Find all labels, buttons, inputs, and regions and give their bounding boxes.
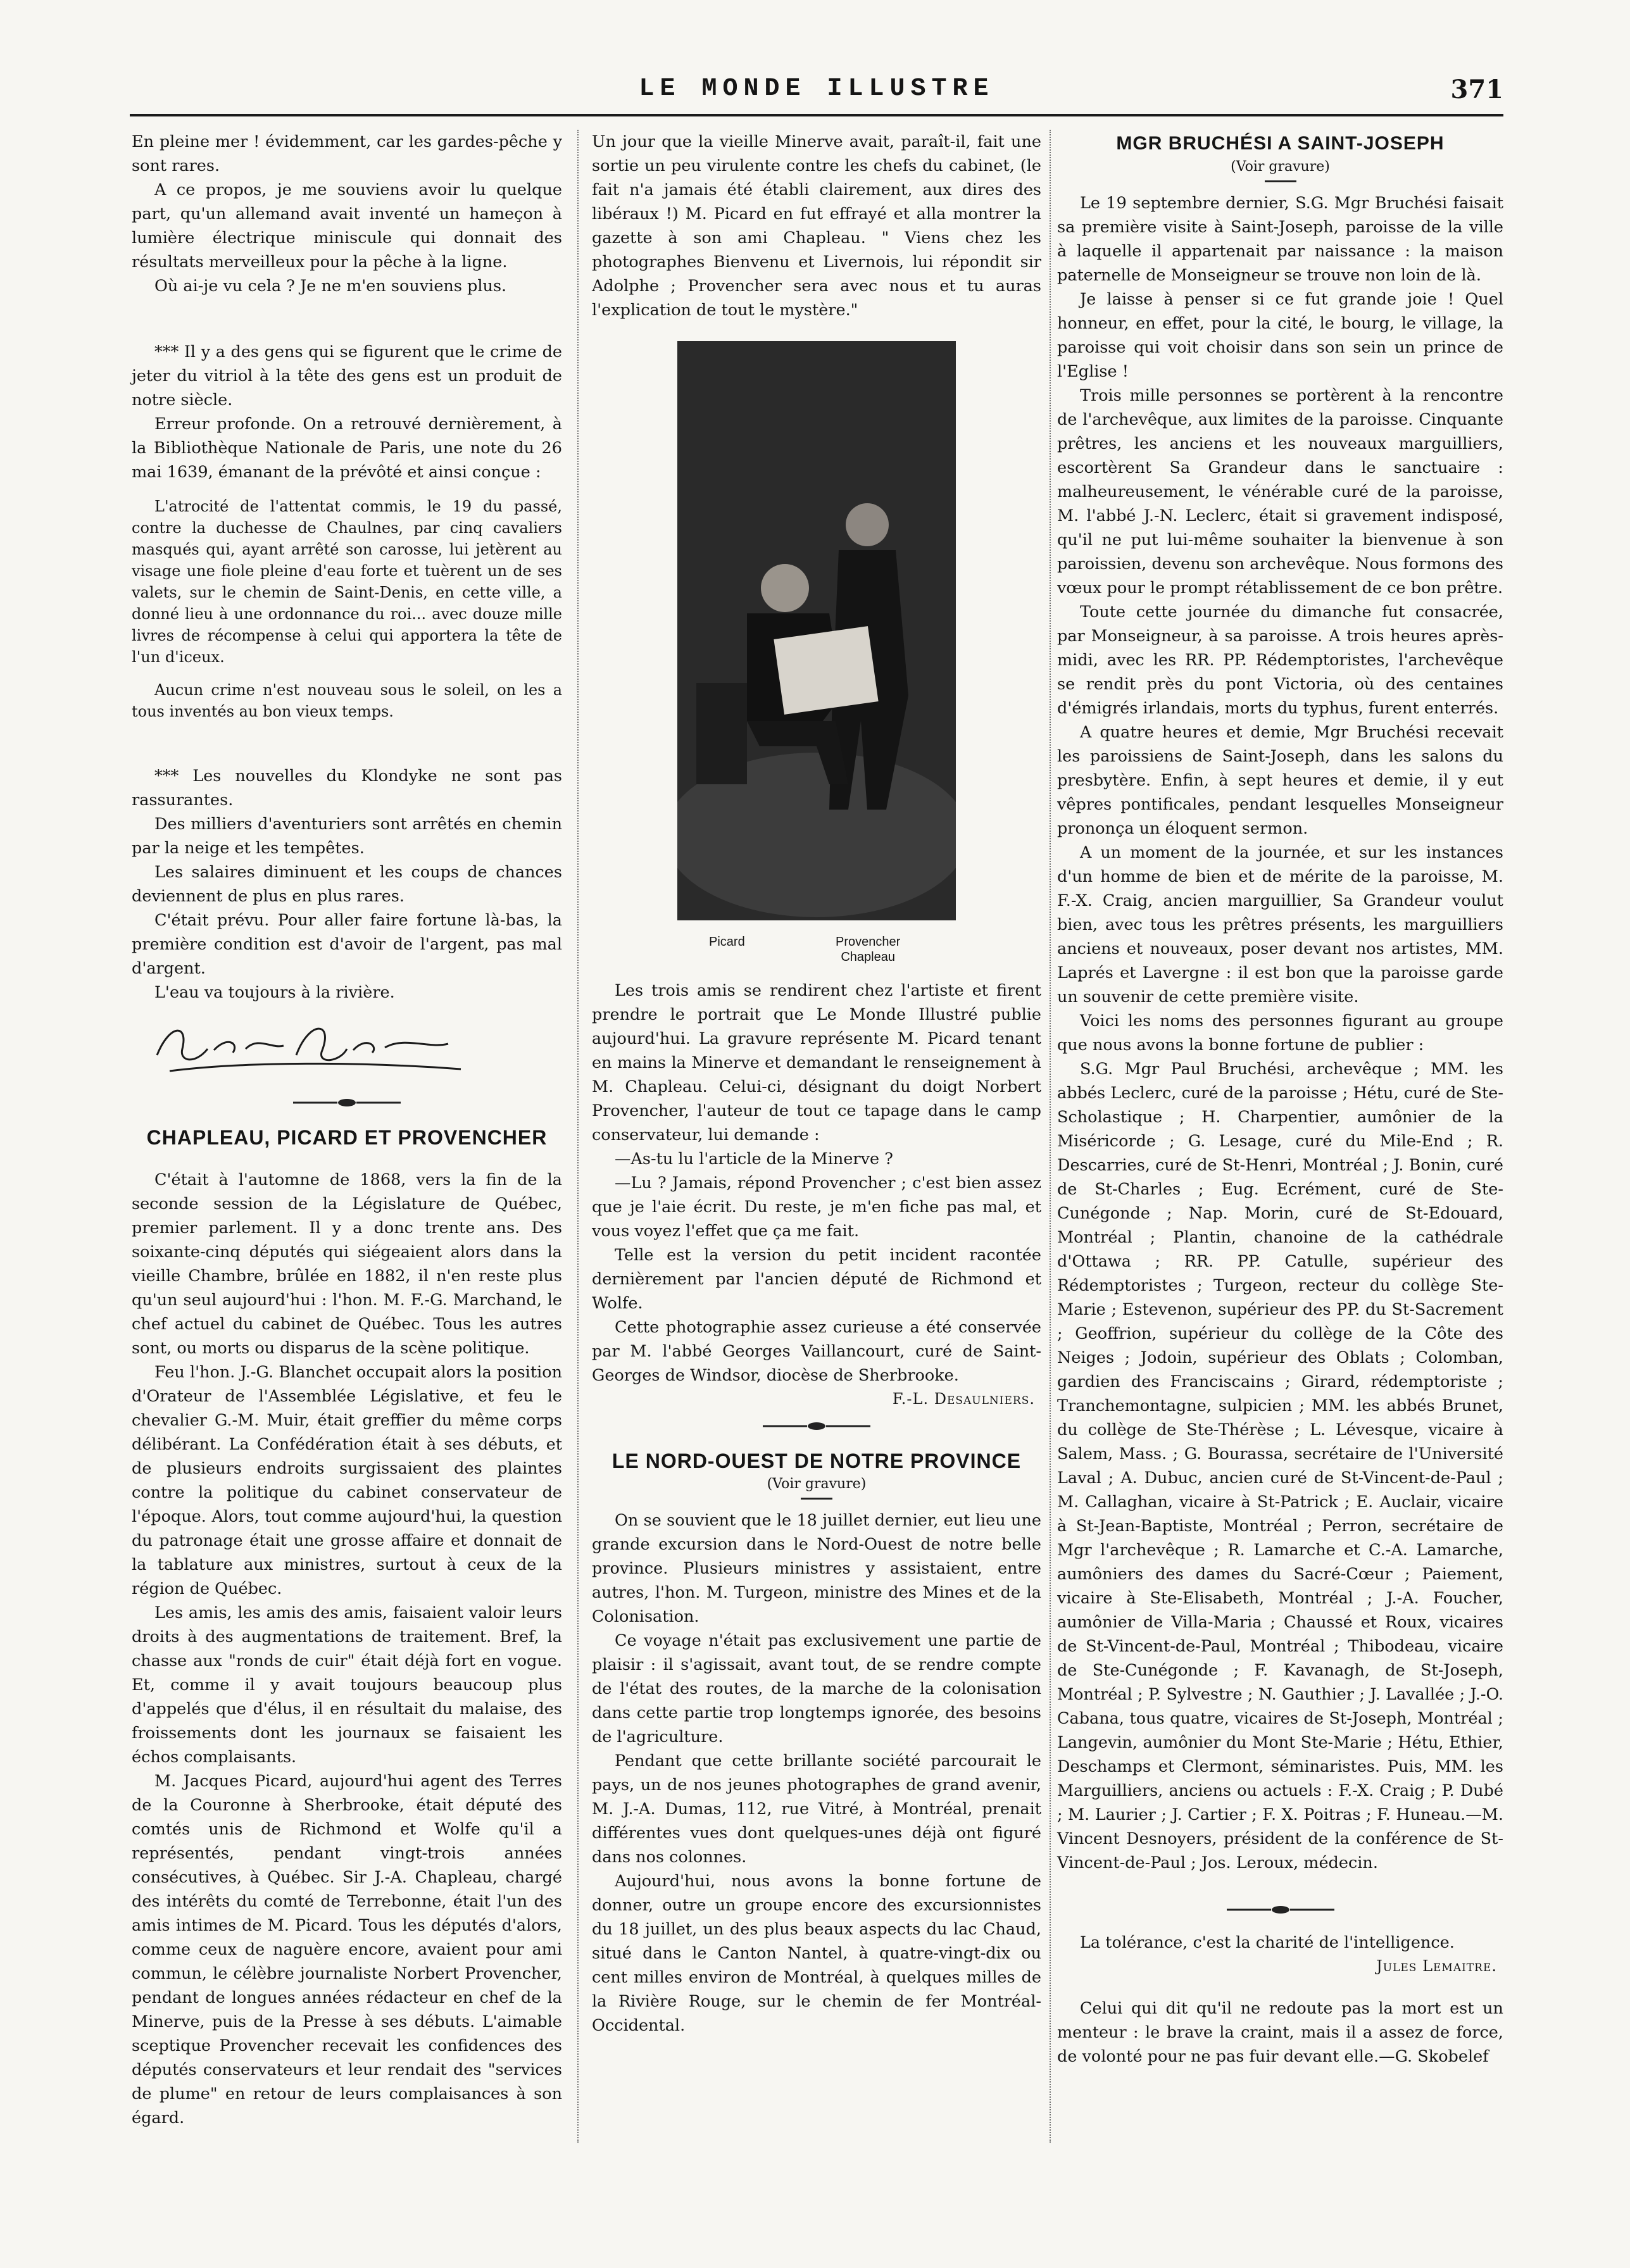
paragraph: Je laisse à penser si ce fut grande joie ! Quel honneur, en effet, pour la cité, le bourg, le village, la paroisse qui voit choisir dans son sein un prince de l'Eglise ! — [1057, 290, 1503, 381]
ornament-divider — [592, 1417, 1041, 1436]
caption-provencher-chapleau — [836, 934, 900, 965]
paragraph: M. Jacques Picard, aujourd'hui agent des Terres de la Couronne à Sherbrooke, était député des comtés unis de Richmond et Wolfe qu'il a représentés, pendant vingt-trois années consécutives, à Québec. Sir J.-A. Chapleau, chargé des intérêts du comté de Terrebonne, était l'un des amis intimes de M. Picard. Tous les députés d'alors, comme ceux de naguère encore, avaient pour ami commun, le célèbre journaliste Norbert Provencher, pendant de longues années rédacteur en chef de la Minerve, puis de la Presse à ses débuts. L'aimable sceptique Provencher recevait les confidences des députés conservateurs et leur rendait des "services de plume" en retour de leurs complaisances à son égard. — [132, 1772, 562, 2127]
chronicle-part-c — [132, 764, 562, 1005]
short-rule — [801, 1498, 832, 1500]
page-header — [130, 75, 1503, 116]
paragraph: Feu l'hon. J.-G. Blanchet occupait alors la position d'Orateur de l'Assemblée Législative, et feu le chevalier G.-M. Muir, était greffier du même corps délibérant. La Confédération était à ses débuts, et de plusieurs endroits surgissaient des plaintes contre la politique du cabinet conservateur de l'époque. Alors, tout comme aujourd'hui, la question du patronage était une grosse affaire et donnait de la tablature aux ministres, surtout à ceux de la région de Québec. — [132, 1363, 562, 1598]
article-subtitle: (Voir gravure) — [767, 1476, 867, 1492]
paragraph: Les salaires diminuent et les coups de chances deviennent de plus en plus rares. — [132, 863, 562, 906]
paragraph: C'était prévu. Pour aller faire fortune là-bas, la première condition est d'avoir de l'argent, pas mal d'argent. — [132, 911, 562, 978]
ornament-divider — [1057, 1900, 1503, 1919]
maxim-author: Jules Lemaitre. — [1376, 1957, 1497, 1975]
paragraph: Le 19 septembre dernier, S.G. Mgr Bruchési faisait sa première visite à Saint-Joseph, paroisse de la ville à laquelle il appartenait par naissance : la maison paternelle de Monseigneur se trouve non loin de là. — [1057, 194, 1503, 285]
caption-provencher: Provencher — [836, 935, 901, 949]
paragraph: Trois mille personnes se portèrent à la rencontre de l'archevêque, aux limites de la paroisse. Cinquante prêtres, les anciens et les nouveaux marguilliers, escortèrent Sa Grandeur dans le sanctuaire : malheureusement, le vénérable curé de la paroisse, M. l'abbé J.-N. Leclerc, était si gravement indisposé, qu'il ne put lui-même souhaiter la bienvenue à son paroissien, devenu son archevêque. Nous formons des vœux pour le prompt rétablissement de ce bon prêtre. — [1057, 386, 1503, 598]
paragraph: En pleine mer ! évidemment, car les gardes-pêche y sont rares. — [132, 132, 562, 175]
caption-picard: Picard — [709, 935, 745, 949]
column-3 — [1057, 130, 1503, 2069]
chronicle-part-b — [132, 340, 562, 722]
column-1 — [132, 130, 562, 2130]
paragraph: Toute cette journée du dimanche fut consacrée, par Monseigneur, à sa paroisse. A trois heures après-midi, avec les RR. PP. Rédemptoristes, l'archevêque se rendit près du pont Victoria, où des centaines d'émigrés irlandais, morts du typhus, furent enterrés. — [1057, 603, 1503, 718]
masthead: LE MONDE ILLUSTRE — [639, 75, 994, 103]
paragraph: Voici les noms des personnes figurant au groupe que nous avons la bonne fortune de publier : — [1057, 1012, 1503, 1055]
names-list: S.G. Mgr Paul Bruchési, archevêque ; MM. les abbés Leclerc, curé de la paroisse ; Hétu, curé de Ste-Scholastique ; H. Charpentier, aumônier de la Miséricorde ; G. Lesage, curé du Mile-End ; R. Descarries, curé de St-Henri, Montréal ; J. Bonin, curé de St-Charles ; Eug. Ecrément, curé de Ste-Cunégonde ; Nap. Morin, curé de St-Edouard, Montréal ; Plantin, chanoine de la cathédrale d'Ottawa ; RR. PP. Catulle, supérieur des Rédemptoristes ; Turgeon, recteur du collège Ste-Marie ; Estevenon, supérieur des PP. du St-Sacrement ; Geoffrion, supérieur du collège de la Côte des Neiges ; Jodoin, supérieur des Oblats ; Colomban, gardien des Franciscains ; Girard, rédemptoriste ; Tranchemontagne, sulpicien ; MM. les abbés Brunet, du collège de Ste-Thérèse ; L. Lévesque, vicaire à Salem, Mass. ; G. Bourassa, secrétaire de l'Université Laval ; A. Dubuc, ancien curé de St-Vincent-de-Paul ; M. Callaghan, vicaire à St-Patrick ; E. Auclair, vicaire à St-Jean-Baptiste, Montréal ; Perron, secrétaire de Mgr l'archevêque ; R. Lamarche et C.-A. Lamarche, aumôniers des dames du Sacré-Cœur ; Paiement, vicaire à Ste-Elisabeth, Montréal ; J.-A. Foucher, aumônier de Villa-Maria ; Chaussé et Roux, vicaires de St-Vincent-de-Paul, Montréal ; Thibodeau, vicaire de Ste-Cunégonde ; F. Kavanagh, de St-Joseph, Montréal ; P. Sylvestre ; N. Gauthier ; J. Lavallée ; J.-O. Cabana, tous quatre, vicaires de St-Joseph, Montréal ; Langevin, aumônier du Mont Ste-Marie ; Hétu, Ethier, Deschamps et Clermont, séminaristes. Puis, MM. les Marguilliers, anciens ou actuels : F.-X. Craig ; P. Dubé ; M. Laurier ; J. Cartier ; F. X. Poitras ; F. Huneau.—M. Vincent Desnoyers, président de la conférence de St-Vincent-de-Paul ; Jos. Leroux, médecin. — [1057, 1060, 1503, 1872]
paragraph: Un jour que la vieille Minerve avait, paraît-il, fait une sortie un peu virulente contre les chefs du cabinet, (le fait n'a jamais été établi clairement, aux dires des libéraux !) M. Picard en fut effrayé et alla montrer la gazette à son ami Chapleau. " Viens chez les photographes Bienvenu et Livernois, lui répondit sir Adolphe ; Provencher sera avec nous et tu auras l'explication de tout le mystère." — [592, 132, 1041, 320]
paragraph: A un moment de la journée, et sur les instances d'un homme de bien et de mérite de la paroisse, M. F.-X. Craig, ancien marguillier, Sa Grandeur voulut bien, avec tous les prêtres présents, les marguilliers anciens et nouveaux, poser devant nos artistes, MM. Laprés et Lavergne : il est bon que la paroisse garde un souvenir de cette première visite. — [1057, 843, 1503, 1006]
chronicle-part-a — [132, 130, 562, 298]
photo-caption — [592, 934, 1041, 979]
photograph-picard-provencher-chapleau — [677, 341, 956, 920]
photo-figures — [677, 341, 956, 920]
handwritten-signature — [132, 1011, 562, 1087]
ornament-divider — [132, 1093, 562, 1112]
paragraph: Les amis, les amis des amis, faisaient valoir leurs droits à des augmentations de traitement. Bref, la chasse aux "ronds de cuir" était déjà fort en vogue. Et, comme il y avait toujours beaucoup plus d'appelés que d'élus, il en résultait du malaise, des froissements dont les journaux se faisaient les échos complaisants. — [132, 1603, 562, 1767]
maxim: Celui qui dit qu'il ne redoute pas la mort est un menteur : le brave la craint, mais il a assez de force, de volonté pour ne pas fuir devant elle.—G. Skobelef — [1057, 1999, 1503, 2066]
paragraph: Aujourd'hui, nous avons la bonne fortune de donner, outre un groupe encore des excursionnistes du 18 juillet, un des plus beaux aspects du lac Chaud, situé dans le Canton Nantel, à quatre-vingt-dix ou cent milles environ de Montréal, à quelques milles de la Rivière Rouge, sur le chemin de fer Montréal-Occidental. — [592, 1872, 1041, 2035]
paragraph: Telle est la version du petit incident racontée dernièrement par l'ancien député de Richmond et Wolfe. — [592, 1246, 1041, 1313]
paragraph: Des milliers d'aventuriers sont arrêtés en chemin par la neige et les tempêtes. — [132, 815, 562, 858]
paragraph: Erreur profonde. On a retrouvé dernièrement, à la Bibliothèque Nationale de Paris, une note du 26 mai 1639, émanant de la prévôté et ainsi conçue : — [132, 415, 562, 482]
paragraph: Cette photographie assez curieuse a été conservée par M. l'abbé Georges Vaillancourt, curé de Saint-Georges de Windsor, diocèse de Sherbrooke. — [592, 1318, 1041, 1385]
paragraph: —Lu ? Jamais, répond Provencher ; c'est bien assez que je l'aie écrit. Du reste, je m'en fiche pas mal, et vous voyez l'effet que ça me fait. — [592, 1174, 1041, 1241]
page-number: 371 — [1450, 75, 1503, 104]
paragraph: Aucun crime n'est nouveau sous le soleil, on les a tous inventés au bon vieux temps. — [132, 681, 562, 720]
paragraph: —As-tu lu l'article de la Minerve ? — [615, 1150, 893, 1168]
paragraph: A quatre heures et demie, Mgr Bruchési recevait les paroissiens de Saint-Joseph, dans les salons du presbytère. Enfin, à sept heures et demie, il y eut vêpres pontificales, pendant lesquelles Monseigneur prononça un éloquent sermon. — [1057, 723, 1503, 838]
paragraph: *** Les nouvelles du Klondyke ne sont pas rassurantes. — [132, 767, 562, 810]
paragraph: On se souvient que le 18 juillet dernier, eut lieu une grande excursion dans le Nord-Ouest de notre belle province. Plusieurs ministres y assistaient, entre autres, l'hon. M. Turgeon, ministre des Mines et de la Colonisation. — [592, 1511, 1041, 1626]
paragraph: L'eau va toujours à la rivière. — [154, 983, 395, 1002]
paragraph: Les trois amis se rendirent chez l'artiste et firent prendre le portrait que Le Monde Illustré publie aujourd'hui. La gravure représente M. Picard tenant en mains la Minerve et demandant le renseignement à M. Chapleau. Celui-ci, désignant du doigt Norbert Provencher, l'auteur de tout ce tapage dans le camp conservateur, lui demande : — [592, 981, 1041, 1144]
signature-flourish — [132, 1011, 473, 1087]
article-title-nord-ouest: LE NORD-OUEST DE NOTRE PROVINCE — [611, 1450, 1022, 1472]
article-subtitle: (Voir gravure) — [1231, 159, 1330, 175]
column-rule — [577, 130, 579, 2143]
article-title-chapleau: CHAPLEAU, PICARD ET PROVENCHER — [146, 1126, 548, 1149]
paragraph: Ce voyage n'était pas exclusivement une partie de plaisir : il s'agissait, avant tout, de se rendre compte de l'état des routes, de la marche de la colonisation dans cette partie trop longtemps ignorée, des besoins de l'agriculture. — [592, 1631, 1041, 1746]
paragraph: A ce propos, je me souviens avoir lu quelque part, qu'un allemand avait inventé un hameçon à lumière électrique miniscule qui donnait des résultats merveilleux pour la pêche à la ligne. — [132, 180, 562, 272]
short-rule — [1265, 180, 1296, 182]
paragraph: Pendant que cette brillante société parcourait le pays, un de nos jeunes photographes de grand avenir, M. J.-A. Dumas, 112, rue Vitré, à Montréal, prenait différentes vues dont quelques-unes déjà ont figuré dans nos colonnes. — [592, 1751, 1041, 1867]
paragraph: C'était à l'automne de 1868, vers la fin de la seconde session de la Législature de Québec, premier parlement. Il y a donc trente ans. Des soixante-cinq députés qui siégeaient alors dans la vieille Chambre, brûlée en 1882, il n'en reste plus qu'un seul aujourd'hui : l'hon. M. F.-G. Marchand, le chef actuel du cabinet de Québec. Tous les autres sont, ou morts ou disparus de la scène politique. — [132, 1170, 562, 1358]
column-2 — [592, 130, 1041, 2038]
paragraph: *** Il y a des gens qui se figurent que le crime de jeter du vitriol à la tête des gens est un produit de notre siècle. — [132, 342, 562, 410]
column-rule — [1050, 130, 1051, 2143]
article-title-bruchesi: MGR BRUCHÉSI A SAINT-JOSEPH — [1116, 133, 1445, 154]
maxim: La tolérance, c'est la charité de l'intelligence. — [1080, 1933, 1455, 1952]
caption-chapleau: Chapleau — [841, 950, 895, 964]
quoted-ordinance: L'atrocité de l'attentat commis, le 19 du passé, contre la duchesse de Chaulnes, par cinq cavaliers masqués qui, ayant arrêté son carosse, lui jetèrent au visage une fiole pleine d'eau forte et tuèrent un de ses valets, sur le chemin de Saint-Denis, en cette ville, a donné lieu à une ordonnance du roi... avec douze mille livres de récompense à celui qui apportera la tête de l'un d'iceux. — [132, 498, 562, 666]
paragraph: Où ai-je vu cela ? Je ne m'en souviens plus. — [154, 277, 507, 296]
author-signature: F.-L. Desaulniers. — [892, 1390, 1035, 1408]
